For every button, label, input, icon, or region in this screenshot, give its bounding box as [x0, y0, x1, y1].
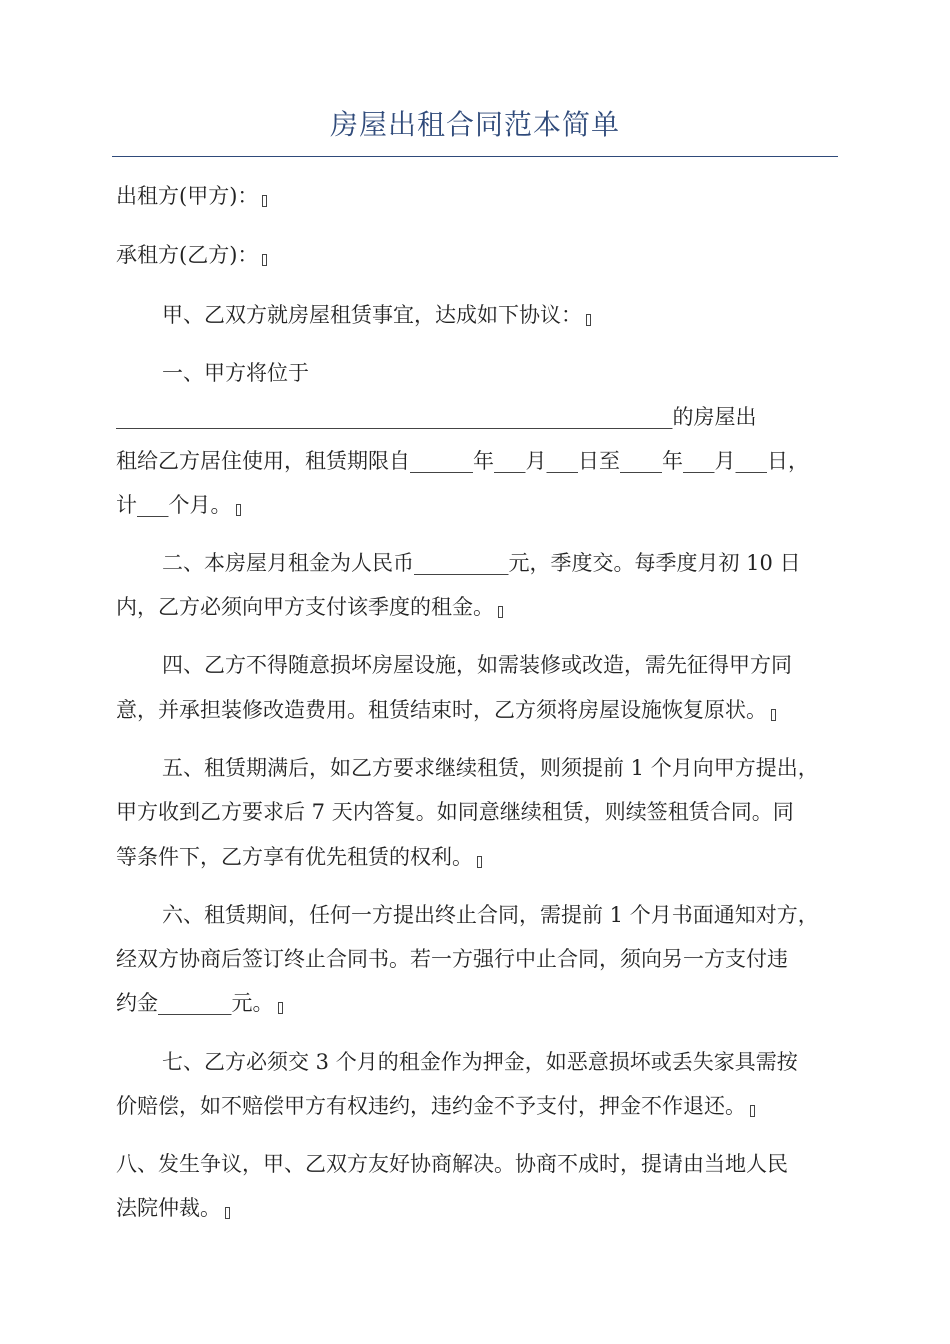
title-divider [112, 156, 838, 157]
paragraph-mark-icon [236, 504, 241, 516]
clause-1-line-1: 一、甲方将位于 [162, 361, 309, 385]
paragraph-mark-icon [477, 856, 482, 868]
clause-2-line-2: 内，乙方必须向甲方支付该季度的租金。 [116, 595, 856, 619]
paragraph-mark-icon [225, 1207, 230, 1219]
clause-6-line-1: 六、租赁期间，任何一方提出终止合同，需提前 1 个月书面通知对方， [162, 903, 819, 927]
agreement-intro: 甲、乙双方就房屋租赁事宜，达成如下协议： [162, 303, 902, 327]
clause-7-line-2: 价赔偿，如不赔偿甲方有权违约，违约金不予支付，押金不作退还。 [116, 1094, 856, 1118]
clause-1-line-3: 租给乙方居住使用，租赁期限自______年___月___日至____年___月___日， [116, 449, 809, 473]
paragraph-mark-icon [498, 606, 503, 618]
clause-1-line-2: _____________________________________________________的房屋出 [116, 405, 757, 429]
clause-2-line-1: 二、本房屋月租金为人民币_________元，季度交。每季度月初 10 日 [162, 551, 801, 575]
clause-4-line-1: 四、乙方不得随意损坏房屋设施，如需装修或改造，需先征得甲方同 [162, 653, 792, 677]
clause-1-line-4: 计___个月。 [116, 493, 856, 517]
paragraph-mark-icon [586, 314, 591, 326]
clause-8-line-1: 八、发生争议，甲、乙双方友好协商解决。协商不成时，提请由当地人民 [116, 1152, 788, 1176]
lessee-line: 承租方(乙方)： [116, 243, 856, 267]
clause-6-line-3: 约金_______元。 [116, 991, 856, 1015]
lessor-line: 出租方(甲方)： [116, 184, 856, 208]
clause-5-line-3: 等条件下，乙方享有优先租赁的权利。 [116, 845, 856, 869]
paragraph-mark-icon [771, 709, 776, 721]
document-title: 房屋出租合同范本简单 [329, 108, 620, 141]
clause-8-line-2: 法院仲裁。 [116, 1196, 856, 1220]
paragraph-mark-icon [262, 254, 267, 266]
paragraph-mark-icon [278, 1002, 283, 1014]
clause-5-line-1: 五、租赁期满后，如乙方要求继续租赁，则须提前 1 个月向甲方提出， [162, 756, 819, 780]
clause-4-line-2: 意，并承担装修改造费用。租赁结束时，乙方须将房屋设施恢复原状。 [116, 698, 856, 722]
clause-7-line-1: 七、乙方必须交 3 个月的租金作为押金，如恶意损坏或丢失家具需按 [162, 1050, 798, 1074]
clause-6-line-2: 经双方协商后签订终止合同书。若一方强行中止合同，须向另一方支付违 [116, 947, 788, 971]
clause-5-line-2: 甲方收到乙方要求后 7 天内答复。如同意继续租赁，则续签租赁合同。同 [116, 800, 794, 824]
paragraph-mark-icon [262, 195, 267, 207]
paragraph-mark-icon [750, 1105, 755, 1117]
